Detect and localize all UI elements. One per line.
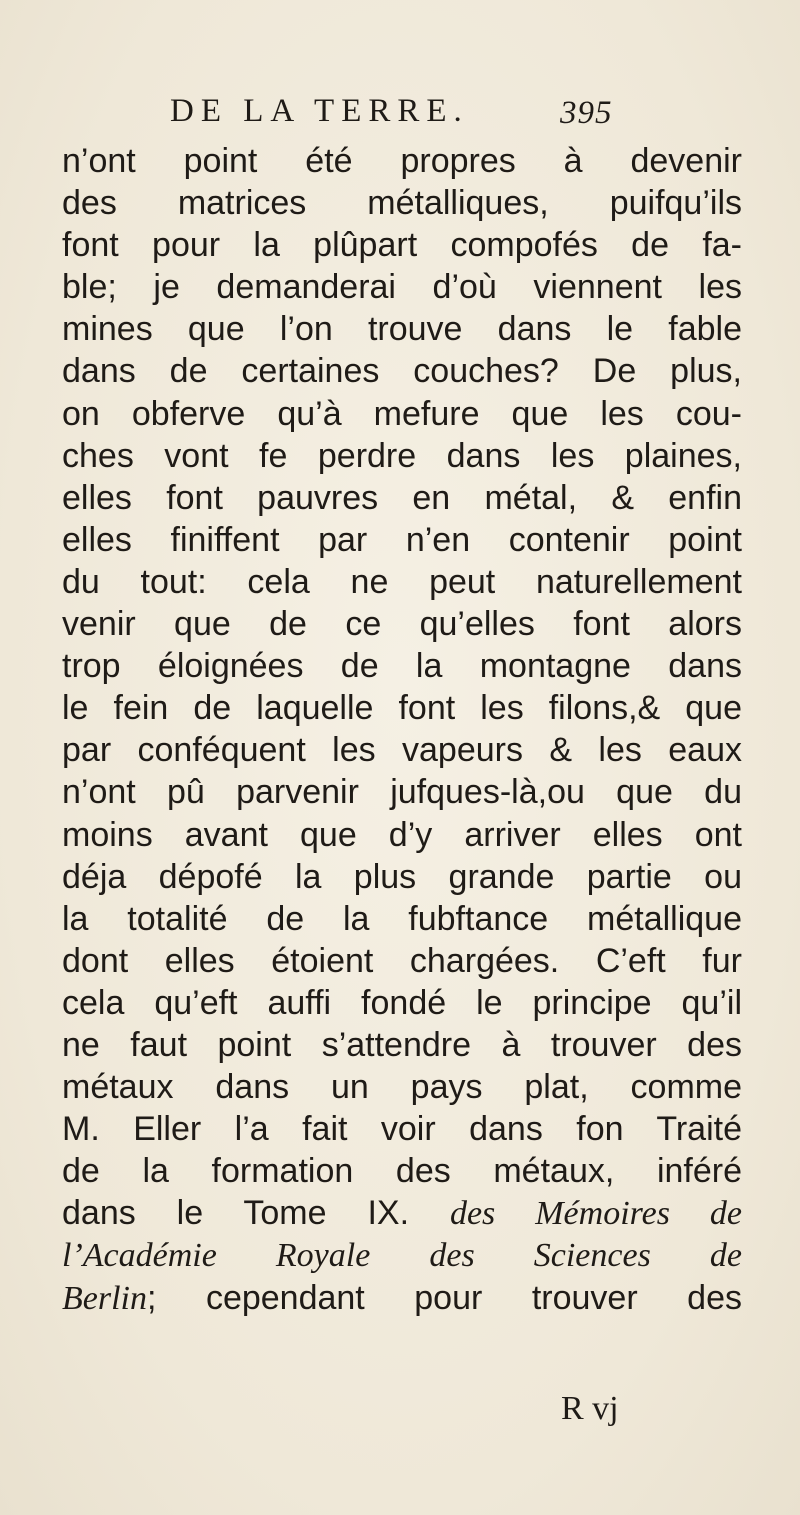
text-line <box>62 1277 742 1319</box>
text-line: font pour la plûpart compofés de fa- <box>62 226 742 265</box>
text-line: le fein de laquelle font les filons,& que <box>62 689 742 728</box>
text-line: elles finiffent par n’en contenir point <box>62 520 742 559</box>
text-line: n’ont pû parvenir jufques-là,ou que du <box>62 773 742 812</box>
text-line: des matrices métalliques, puifqu’ils <box>62 184 742 223</box>
text-line: déja dépofé la plus grande partie ou <box>62 857 742 896</box>
text-line: moins avant que d’y arriver elles ont <box>62 815 742 854</box>
body-text <box>62 140 742 1319</box>
catchword: R vj <box>561 1390 619 1427</box>
text-line: par conféquent les vapeurs & les eaux <box>62 731 742 770</box>
text-line: n’ont point été propres à devenir <box>62 142 742 180</box>
text-line: ches vont fe perdre dans les plaines, <box>62 436 742 475</box>
running-title: DE LA TERRE. <box>170 93 469 129</box>
text-segment: ; cependant pour trouver des <box>146 1278 742 1317</box>
text-segment: dans le Tome IX. <box>62 1194 410 1233</box>
text-line: de la formation des métaux, inféré <box>62 1152 742 1191</box>
italic-title: l’Académie Royale des Sciences de <box>62 1237 742 1275</box>
text-line: venir que de ce qu’elles font alors <box>62 605 742 644</box>
text-line: du tout: cela ne peut naturellement <box>62 562 742 601</box>
italic-title: des Mémoires de <box>449 1195 742 1233</box>
text-line: M. Eller l’a fait voir dans fon Traité <box>62 1110 742 1149</box>
text-line: cela qu’eft auffi fondé le principe qu’il <box>62 983 742 1022</box>
page-number: 395 <box>560 95 613 131</box>
text-line: dans de certaines couches? De plus, <box>62 352 742 391</box>
text-line: trop éloignées de la montagne dans <box>62 647 742 686</box>
text-line: elles font pauvres en métal, & enfin <box>62 478 742 517</box>
text-line: ne faut point s’attendre à trouver des <box>62 1025 742 1064</box>
text-line: on obferve qu’à mefure que les cou- <box>62 394 742 433</box>
text-line: la totalité de la fubftance métallique <box>62 899 742 938</box>
page-header <box>0 93 800 133</box>
text-line: ble; je demanderai d’où viennent les <box>62 268 742 307</box>
text-line: dont elles étoient chargées. C’eft fur <box>62 941 742 980</box>
text-line: mines que l’on trouve dans le fable <box>62 310 742 349</box>
text-line <box>62 1234 742 1276</box>
italic-title: Berlin <box>62 1279 147 1317</box>
text-line <box>62 1192 742 1234</box>
text-line: métaux dans un pays plat, comme <box>62 1068 742 1107</box>
